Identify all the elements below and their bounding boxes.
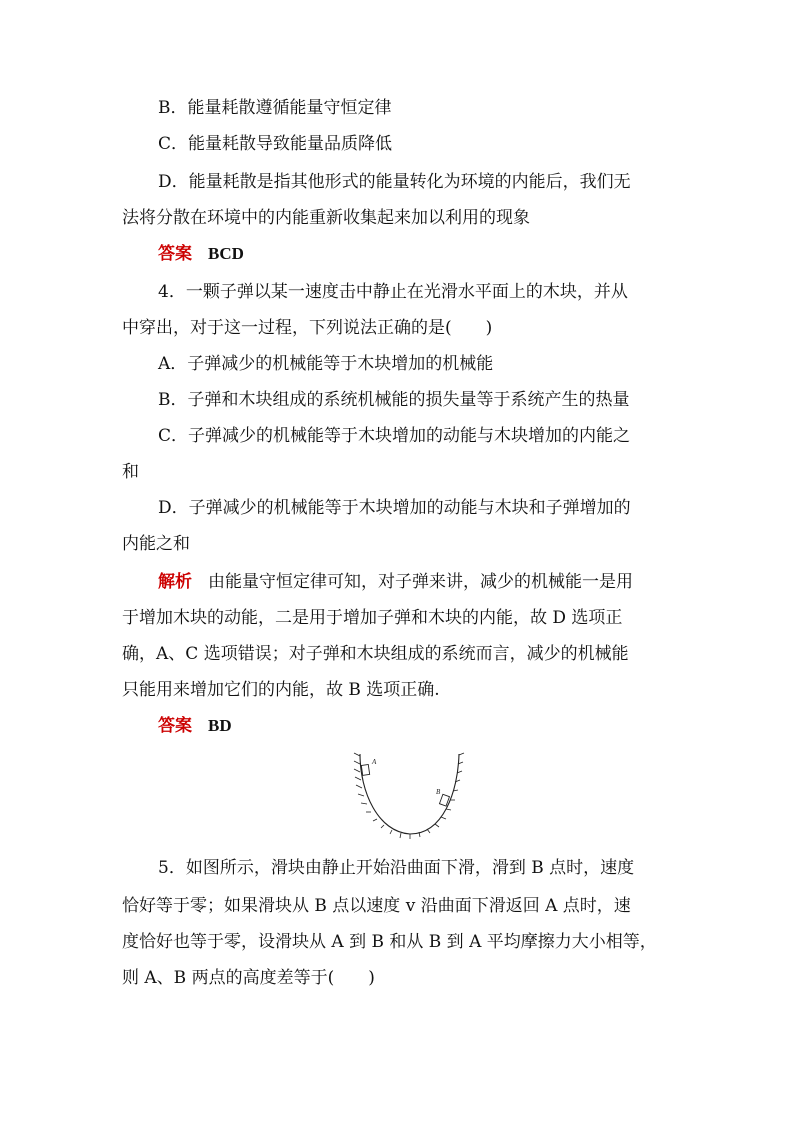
- curved-surface: [360, 754, 459, 834]
- q5-stem-line2: 恰好等于零；如果滑块从 B 点以速度 v 沿曲面下滑返回 A 点时，速: [122, 896, 631, 916]
- q4-answer-value: BD: [208, 716, 232, 735]
- q4-analysis-line4: 只能用来增加它们的内能，故 B 选项正确.: [122, 680, 440, 700]
- q4-answer: [158, 716, 232, 736]
- q3-option-b: B．能量耗散遵循能量守恒定律: [158, 98, 392, 118]
- q4-analysis-line3: 确，A、C 选项错误；对子弹和木块组成的系统而言，减少的机械能: [122, 644, 629, 664]
- q3-answer-value: BCD: [208, 244, 244, 263]
- q4-option-d-line1: D．子弹减少的机械能等于木块增加的动能与木块和子弹增加的: [158, 498, 631, 518]
- q4-analysis-label: 解析: [158, 572, 192, 592]
- q4-stem-line1: 4．一颗子弹以某一速度击中静止在光滑水平面上的木块，并从: [158, 282, 628, 302]
- q5-stem-line3: 度恰好也等于零，设滑块从 A 到 B 和从 B 到 A 平均摩擦力大小相等，: [122, 932, 657, 952]
- q4-option-b: B．子弹和木块组成的系统机械能的损失量等于系统产生的热量: [158, 390, 630, 410]
- q3-option-c: C．能量耗散导致能量品质降低: [158, 134, 393, 154]
- q4-analysis-line1: [158, 572, 633, 592]
- label-b: B: [436, 788, 441, 796]
- q3-option-d-line2: 法将分散在环境中的内能重新收集起来加以利用的现象: [122, 208, 530, 228]
- q4-answer-label: 答案: [158, 716, 192, 736]
- q3-option-d-line1: D．能量耗散是指其他形式的能量转化为环境的内能后，我们无: [158, 172, 631, 192]
- q3-answer: [158, 244, 244, 264]
- q4-option-d-line2: 内能之和: [122, 534, 190, 554]
- q5-stem-line4: 则 A、B 两点的高度差等于( ): [122, 968, 375, 988]
- q5-stem-line1: 5．如图所示，滑块由静止开始沿曲面下滑，滑到 B 点时，速度: [158, 858, 635, 878]
- q3-answer-label: 答案: [158, 244, 192, 264]
- curved-track-figure: [348, 752, 472, 844]
- q4-stem-line2: 中穿出，对于这一过程，下列说法正确的是( ): [122, 318, 493, 338]
- q4-option-c-line2: 和: [122, 462, 139, 482]
- q4-option-a: A．子弹减少的机械能等于木块增加的机械能: [158, 354, 494, 374]
- label-a: A: [372, 758, 377, 766]
- block-a: [361, 764, 369, 775]
- q4-option-c-line1: C．子弹减少的机械能等于木块增加的动能与木块增加的内能之: [158, 426, 631, 446]
- q4-analysis-line2: 于增加木块的动能，二是用于增加子弹和木块的内能，故 D 选项正: [122, 608, 623, 628]
- q4-analysis-text1: 由能量守恒定律可知，对子弹来讲，减少的机械能一是用: [208, 572, 633, 592]
